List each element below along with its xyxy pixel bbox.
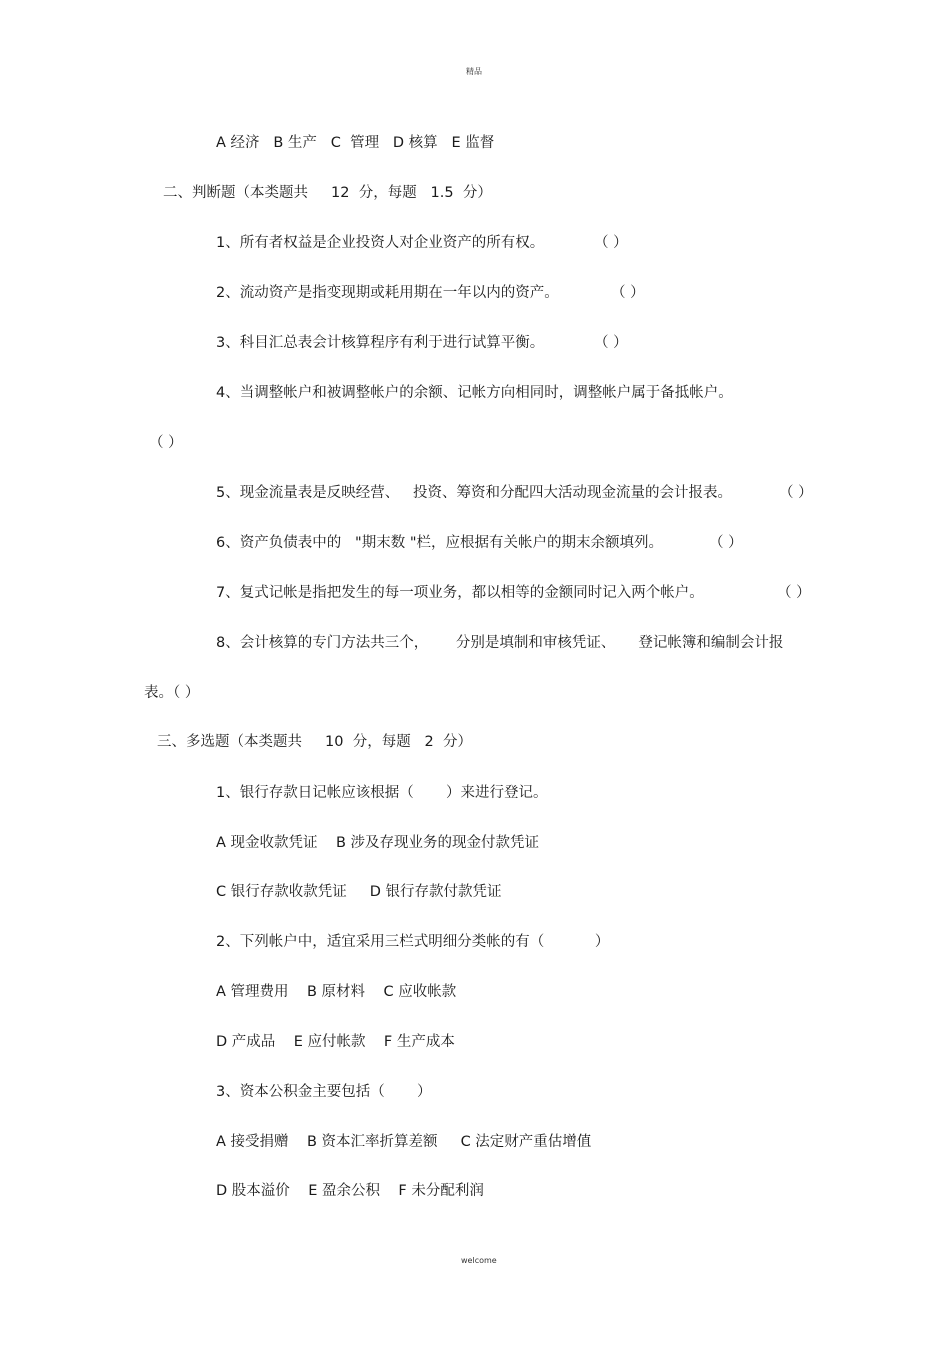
page-footer: welcome xyxy=(461,1256,497,1265)
answer-bracket: （ ） xyxy=(709,535,743,551)
options-line: D 股本溢价 E 盈余公积 F 未分配利润 xyxy=(216,1183,484,1199)
question-text-continued: 表。（ ） xyxy=(144,685,200,701)
answer-bracket: （ ） xyxy=(779,485,813,501)
options-line: A 接受捐赠 B 资本汇率折算差额 C 法定财产重估增值 xyxy=(216,1134,592,1150)
section-heading-judgment: 二、判断题（本类题共 12 分，每题 1.5 分） xyxy=(163,185,492,201)
answer-bracket: （ ） xyxy=(594,235,628,251)
options-line: D 产成品 E 应付帐款 F 生产成本 xyxy=(216,1034,455,1050)
options-line: A 管理费用 B 原材料 C 应收帐款 xyxy=(216,984,457,1000)
question-text: 2、下列帐户中，适宜采用三栏式明细分类帐的有（ ） xyxy=(216,934,610,950)
question-text: 8、会计核算的专门方法共三个， 分别是填制和审核凭证、 登记帐簿和编制会计报 xyxy=(216,635,784,651)
question-text: 6、资产负债表中的 "期末数 "栏，应根据有关帐户的期末余额填列。 xyxy=(216,535,663,551)
options-line: A 经济 B 生产 C 管理 D 核算 E 监督 xyxy=(216,135,495,151)
question-text: 2、流动资产是指变现期或耗用期在一年以内的资产。 xyxy=(216,285,559,301)
answer-bracket: （ ） xyxy=(594,335,628,351)
options-line: A 现金收款凭证 B 涉及存现业务的现金付款凭证 xyxy=(216,835,540,851)
question-text: 7、复式记帐是指把发生的每一项业务，都以相等的金额同时记入两个帐户。 xyxy=(216,585,704,601)
answer-bracket: （ ） xyxy=(611,285,645,301)
answer-bracket: （ ） xyxy=(149,435,183,451)
question-text: 3、资本公积金主要包括（ ） xyxy=(216,1084,432,1100)
question-text: 4、当调整帐户和被调整帐户的余额、记帐方向相同时，调整帐户属于备抵帐户。 xyxy=(216,385,733,401)
options-line: C 银行存款收款凭证 D 银行存款付款凭证 xyxy=(216,884,502,900)
question-text: 5、现金流量表是反映经营、 投资、筹资和分配四大活动现金流量的会计报表。 xyxy=(216,485,733,501)
section-heading-multiple-choice: 三、多选题（本类题共 10 分，每题 2 分） xyxy=(157,734,472,750)
answer-bracket: （ ） xyxy=(777,585,811,601)
page-header: 精品 xyxy=(466,67,482,76)
question-text: 1、所有者权益是企业投资人对企业资产的所有权。 xyxy=(216,235,545,251)
question-text: 1、银行存款日记帐应该根据（ ）来进行登记。 xyxy=(216,785,548,801)
question-text: 3、科目汇总表会计核算程序有利于进行试算平衡。 xyxy=(216,335,545,351)
